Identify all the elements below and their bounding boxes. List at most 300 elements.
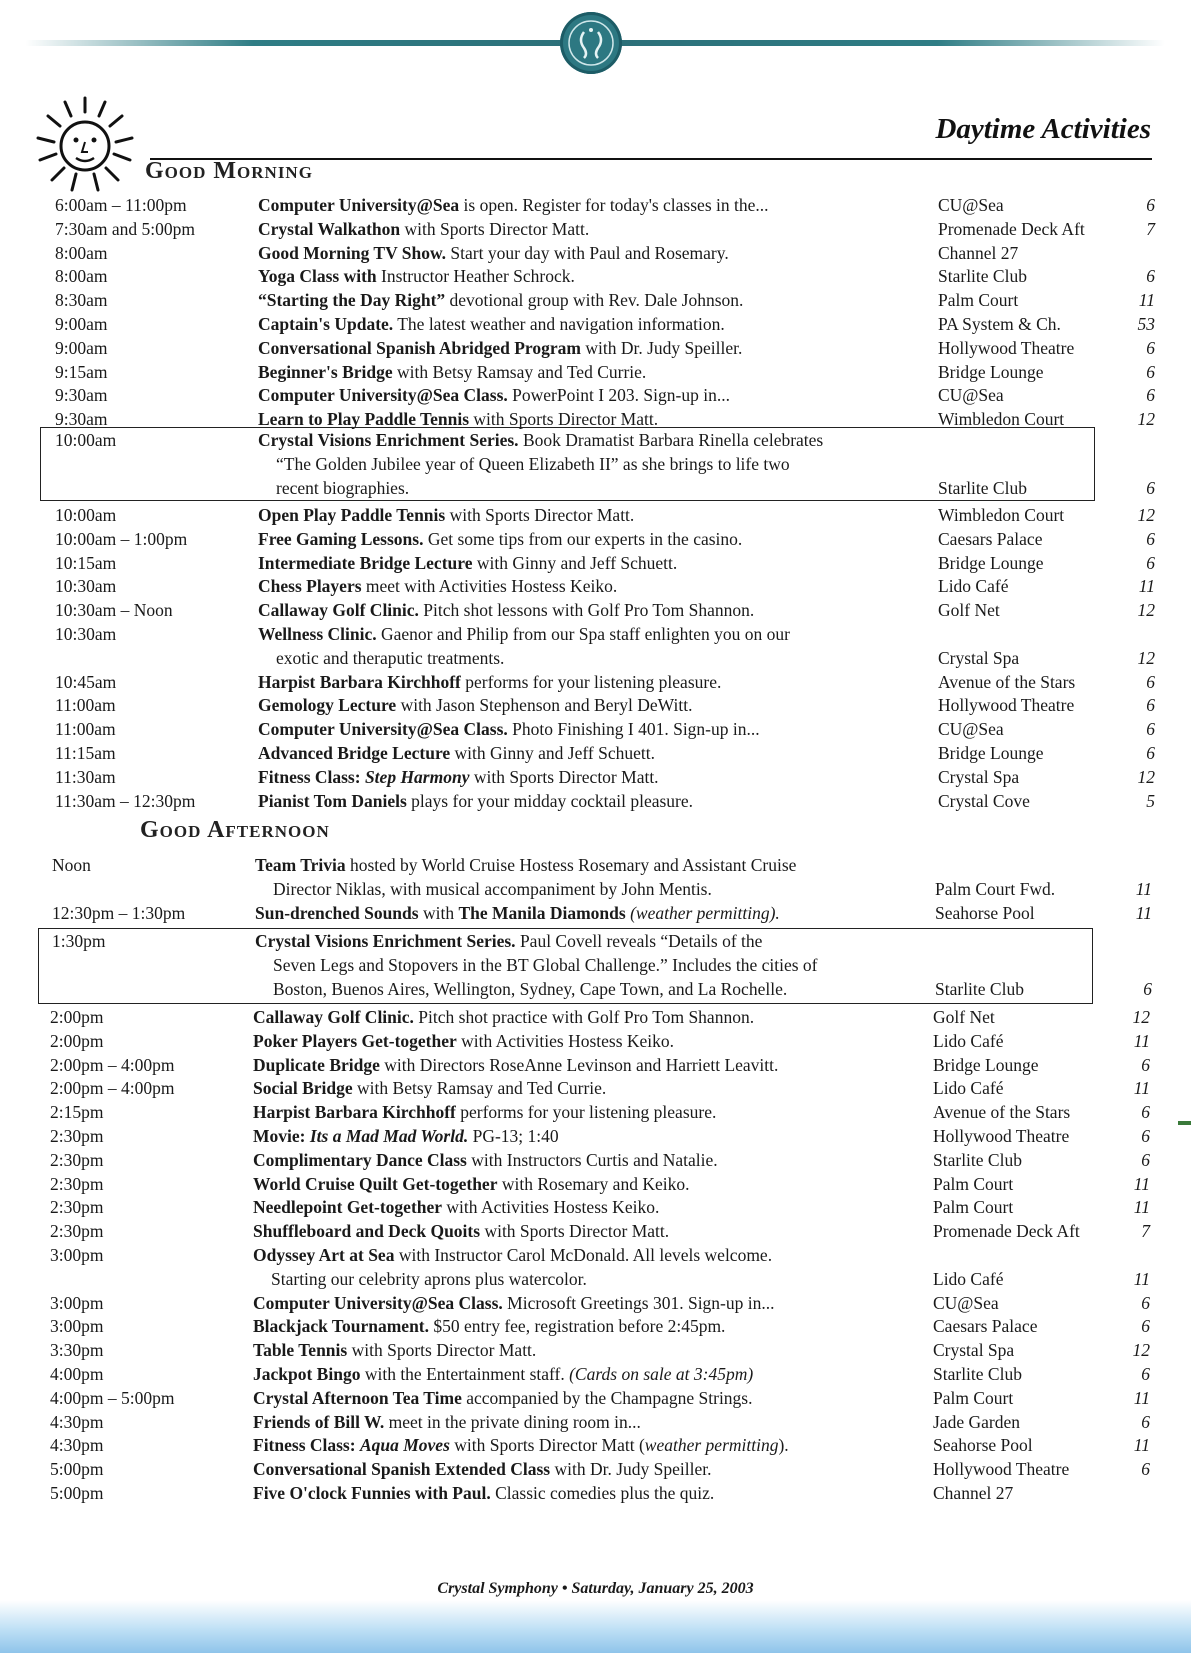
activity-description (255, 879, 712, 900)
activity-time: 3:30pm (50, 1340, 104, 1361)
activity-name: World Cruise Quilt Get-together (253, 1173, 498, 1194)
activity-venue: Hollywood Theatre (938, 695, 1075, 716)
activity-details: “The Golden Jubilee year of Queen Elizabeth II” as she brings to life two (276, 453, 790, 474)
activity-venue: Palm Court Fwd. (935, 878, 1056, 899)
activity-name: Team Trivia (255, 855, 346, 875)
activity-time: 5:00pm (50, 1482, 104, 1503)
activity-name: Complimentary Dance Class (253, 1149, 467, 1170)
activity-details: with Sports Director Matt. (347, 1340, 537, 1361)
schedule-row (40, 360, 1153, 384)
activity-deck: 6 (1143, 978, 1152, 999)
activity-time: 11:15am (55, 742, 116, 763)
activity-name: Poker Players Get-together (253, 1030, 457, 1051)
activity-venue: PA System & Ch. (938, 313, 1061, 334)
activity-description (258, 505, 634, 526)
schedule-row (40, 598, 1153, 622)
activity-deck: 6 (1141, 1149, 1150, 1170)
schedule-row (40, 527, 1153, 551)
activity-description (255, 931, 762, 952)
schedule-row (37, 853, 1150, 877)
schedule-row (35, 1457, 1148, 1481)
activity-details: Instructor Heather Schrock. (376, 266, 575, 287)
activity-deck: 11 (1133, 1197, 1150, 1218)
activity-deck: 11 (1133, 1387, 1150, 1408)
activity-details: with Directors RoseAnne Levinson and Harriett Leavitt. (379, 1054, 779, 1075)
featured-row (40, 452, 1153, 476)
activity-deck: 6 (1141, 1292, 1150, 1313)
schedule-row (40, 789, 1153, 813)
schedule-row (40, 217, 1153, 241)
activity-venue: Starlite Club (935, 978, 1024, 999)
schedule-row (40, 241, 1153, 265)
activity-details: with Activities Hostess Keiko. (456, 1030, 675, 1051)
activity-time: 2:00pm – 4:00pm (50, 1078, 175, 1099)
schedule-row (40, 193, 1153, 217)
activity-deck: 12 (1137, 505, 1155, 525)
activity-details: Pitch shot lessons with Golf Pro Tom Shannon. (418, 600, 755, 621)
schedule-row (35, 1148, 1148, 1172)
activity-description (258, 385, 730, 406)
activity-venue: Hollywood Theatre (938, 337, 1075, 358)
activity-description (258, 195, 769, 216)
footer-text: Crystal Symphony • Saturday, January 25, 2003 (437, 1580, 754, 1597)
activity-venue: Channel 27 (933, 1482, 1014, 1503)
activity-details: Starting our celebrity aprons plus watercolor. (271, 1268, 587, 1289)
activity-deck: 6 (1141, 1363, 1150, 1384)
activity-deck: 11 (1133, 1173, 1150, 1194)
footer-band (0, 1600, 1191, 1653)
activity-description (253, 1364, 753, 1385)
activity-details: Pitch shot practice with Golf Pro Tom Shannon. (413, 1007, 755, 1027)
activity-description (258, 290, 743, 311)
activity-venue: Bridge Lounge (938, 552, 1044, 573)
activity-deck: 6 (1146, 719, 1155, 740)
activity-name: Crystal Walkathon (258, 218, 401, 239)
activity-venue: CU@Sea (933, 1292, 999, 1313)
activity-description (258, 695, 692, 716)
schedule-row (40, 670, 1153, 694)
activity-venue: Seahorse Pool (933, 1435, 1033, 1456)
activity-deck: 5 (1146, 790, 1155, 811)
activity-deck: 6 (1146, 552, 1155, 573)
activity-time: 9:30am (55, 409, 108, 430)
activity-description (258, 719, 760, 740)
activity-time: 2:30pm (50, 1221, 104, 1242)
activity-time: 8:30am (55, 290, 108, 311)
activity-time: 8:00am (55, 242, 108, 263)
afternoon-schedule (37, 853, 1150, 924)
activity-description (258, 576, 617, 597)
activity-venue: Lido Café (933, 1030, 1004, 1051)
activity-details: with Ginny and Jeff Schuett. (450, 742, 655, 763)
activity-venue: Avenue of the Stars (933, 1102, 1071, 1123)
morning-featured (40, 428, 1153, 499)
activity-name: Harpist Barbara Kirchhoff (253, 1102, 456, 1123)
activity-deck: 53 (1137, 313, 1155, 334)
activity-time: 6:00am – 11:00pm (55, 195, 187, 215)
activity-details: meet in the private dining room in... (384, 1411, 641, 1432)
activity-deck: 11 (1138, 576, 1155, 597)
activity-time: 11:30am (55, 766, 116, 787)
activity-description (253, 1126, 559, 1147)
activity-description (258, 529, 742, 550)
activity-description (258, 553, 677, 574)
schedule-row (40, 646, 1153, 670)
activity-details: with Activities Hostess Keiko. (442, 1197, 660, 1218)
schedule-row (35, 1433, 1148, 1457)
activity-venue: Palm Court (938, 290, 1019, 311)
activity-deck: 6 (1146, 477, 1155, 498)
activity-description (258, 791, 693, 812)
activity-name: Needlepoint Get-together (253, 1197, 443, 1218)
activity-time: 3:00pm (50, 1244, 104, 1265)
activity-details: Seven Legs and Stopovers in the BT Global Challenge.” Includes the cities of (273, 954, 818, 975)
activity-name: Friends of Bill W. (253, 1411, 385, 1432)
activity-details: with Betsy Ramsay and Ted Currie. (392, 361, 647, 382)
activity-time: 2:00pm (50, 1007, 104, 1027)
activity-details: The latest weather and navigation information. (393, 313, 725, 334)
activity-time: 9:00am (55, 337, 108, 358)
activity-time: 1:30pm (52, 931, 106, 951)
schedule-row (35, 1314, 1148, 1338)
activity-description (258, 743, 655, 764)
activity-description (258, 243, 729, 264)
activity-time: 9:30am (55, 385, 108, 406)
activity-description (253, 1197, 659, 1218)
activity-time: 2:30pm (50, 1173, 104, 1194)
activity-venue: Crystal Spa (938, 647, 1020, 668)
schedule-row (35, 1195, 1148, 1219)
schedule-row (40, 383, 1153, 407)
activity-deck: 12 (1137, 409, 1155, 430)
activity-description (258, 314, 725, 335)
activity-details: with Sports Director Matt. (400, 218, 590, 239)
activity-description (253, 1245, 772, 1266)
schedule-row (40, 622, 1153, 646)
featured-row (37, 953, 1150, 977)
activity-deck: 12 (1137, 600, 1155, 621)
activity-details: with Betsy Ramsay and Ted Currie. (352, 1078, 607, 1099)
activity-venue: Bridge Lounge (938, 742, 1044, 763)
activity-name: Fitness Class: (258, 766, 365, 787)
activity-description (258, 266, 575, 287)
activity-time: 10:30am (55, 576, 117, 597)
schedule-row (40, 551, 1153, 575)
schedule-row (40, 336, 1153, 360)
activity-details: with Sports Director Matt ( (449, 1435, 645, 1456)
activity-name: Wellness Clinic. (258, 623, 377, 644)
activity-details-end: ). (778, 1435, 789, 1456)
featured-row (37, 977, 1150, 1001)
activity-details: with Rosemary and Keiko. (497, 1173, 690, 1194)
schedule-row (40, 574, 1153, 598)
activity-name: Open Play Paddle Tennis (258, 505, 446, 525)
activity-venue: Bridge Lounge (938, 361, 1044, 382)
activity-deck: 12 (1137, 766, 1155, 787)
activity-description (258, 478, 409, 499)
activity-name-italic: Its a Mad Mad World. (309, 1125, 469, 1146)
schedule-row (35, 1100, 1148, 1124)
activity-description (253, 1483, 714, 1504)
activity-details: $50 entry fee, registration before 2:45pm. (429, 1316, 726, 1337)
activity-deck: 12 (1137, 647, 1155, 668)
activity-description (253, 1174, 689, 1195)
activity-details: with (418, 902, 459, 923)
activity-time: 4:30pm (50, 1411, 104, 1432)
activity-time: 2:30pm (50, 1197, 104, 1218)
activity-time: 3:00pm (50, 1316, 104, 1337)
activity-name: Crystal Afternoon Tea Time (253, 1387, 462, 1408)
activity-deck: 6 (1141, 1125, 1150, 1146)
activity-name: “Starting the Day Right” (258, 290, 446, 311)
activity-description (253, 1412, 641, 1433)
afternoon-heading: Good Afternoon (140, 817, 330, 843)
activity-venue: Crystal Spa (938, 766, 1020, 787)
schedule-row (40, 288, 1153, 312)
activity-details: accompanied by the Champagne Strings. (461, 1387, 753, 1408)
activity-deck: 6 (1146, 742, 1155, 763)
activity-description (258, 767, 659, 788)
schedule-row (37, 901, 1150, 925)
activity-name: Fitness Class: (253, 1435, 360, 1456)
activity-venue: Promenade Deck Aft (938, 218, 1085, 239)
activity-details: with Instructor Carol McDonald. All levels welcome. (394, 1244, 773, 1265)
activity-venue: Golf Net (933, 1007, 995, 1027)
activity-venue: Caesars Palace (938, 528, 1043, 549)
activity-details: performs for your listening pleasure. (460, 671, 722, 692)
activity-name-italic: Step Harmony (364, 766, 470, 787)
activity-venue: Avenue of the Stars (938, 671, 1076, 692)
activity-venue: Lido Café (938, 576, 1009, 597)
activity-venue: Palm Court (933, 1387, 1014, 1408)
activity-details: PG-13; 1:40 (468, 1125, 559, 1146)
schedule-row (40, 741, 1153, 765)
activity-details: Microsoft Greetings 301. Sign-up in... (502, 1292, 775, 1313)
schedule-row (35, 1172, 1148, 1196)
schedule-row (35, 1243, 1148, 1267)
activity-venue: Wimbledon Court (938, 409, 1065, 430)
activity-name: Computer University@Sea Class. (258, 719, 508, 740)
activity-venue: Starlite Club (938, 266, 1027, 287)
activity-description (258, 600, 754, 621)
activity-details: Start your day with Paul and Rosemary. (446, 242, 729, 263)
activity-time: 10:00am (55, 430, 117, 450)
page-title: Daytime Activities (935, 113, 1151, 145)
activity-details: with Dr. Judy Speiller. (580, 337, 743, 358)
activity-time: 10:30am – Noon (55, 600, 173, 621)
afternoon-featured (37, 929, 1150, 1000)
featured-row (40, 428, 1153, 452)
activity-description (253, 1055, 778, 1076)
activity-description (258, 454, 790, 475)
activity-details: exotic and theraputic treatments. (276, 647, 505, 668)
activity-deck: 6 (1146, 266, 1155, 287)
activity-time: 10:30am (55, 623, 117, 644)
activity-time: 10:45am (55, 671, 117, 692)
activity-venue: Hollywood Theatre (933, 1459, 1070, 1480)
schedule-row (35, 1005, 1148, 1029)
activity-details: is open. Register for today's classes in the... (459, 195, 769, 215)
activity-name: Jackpot Bingo (253, 1363, 361, 1384)
featured-row (40, 476, 1153, 500)
activity-name: Intermediate Bridge Lecture (258, 552, 473, 573)
activity-name: Crystal Visions Enrichment Series. (258, 430, 519, 450)
activity-time: 9:00am (55, 313, 108, 334)
activity-description (253, 1316, 725, 1337)
activity-time: 2:30pm (50, 1149, 104, 1170)
activity-description (258, 624, 790, 645)
activity-time: 11:00am (55, 719, 116, 740)
activity-description (255, 979, 787, 1000)
schedule-row (35, 1267, 1148, 1291)
schedule-row (35, 1481, 1148, 1505)
activity-description (253, 1150, 718, 1171)
activity-name: Computer University@Sea (258, 195, 460, 215)
activity-name: Good Morning TV Show. (258, 242, 447, 263)
schedule-row (35, 1076, 1148, 1100)
activity-details: Boston, Buenos Aires, Wellington, Sydney, Cape Town, and La Rochelle. (273, 978, 788, 999)
activity-name: Table Tennis (253, 1340, 348, 1361)
activity-deck: 11 (1133, 1030, 1150, 1051)
activity-name: Free Gaming Lessons. (258, 528, 424, 549)
activity-time: 11:30am – 12:30pm (55, 790, 196, 811)
activity-venue: Starlite Club (933, 1363, 1022, 1384)
activity-time: 3:00pm (50, 1292, 104, 1313)
activity-note: weather permitting (644, 1435, 779, 1456)
activity-time: 10:15am (55, 552, 117, 573)
activity-name: Conversational Spanish Abridged Program (258, 337, 581, 358)
activity-venue: Crystal Spa (933, 1340, 1015, 1361)
activity-venue: Jade Garden (933, 1411, 1020, 1432)
activity-name: Callaway Golf Clinic. (253, 1007, 414, 1027)
activity-name: Gemology Lecture (258, 695, 397, 716)
activity-details: with Sports Director Matt. (469, 766, 659, 787)
morning-schedule-continued (40, 503, 1153, 812)
activity-description (253, 1221, 669, 1242)
activity-time: 2:15pm (50, 1102, 104, 1123)
schedule-row (35, 1291, 1148, 1315)
activity-venue: Bridge Lounge (933, 1054, 1039, 1075)
schedule-row (35, 1219, 1148, 1243)
activity-time: 12:30pm – 1:30pm (52, 902, 186, 923)
afternoon-schedule-continued (35, 1005, 1148, 1505)
activity-time: 8:00am (55, 266, 108, 287)
activity-name: Captain's Update. (258, 313, 394, 334)
activity-venue: CU@Sea (938, 195, 1004, 215)
activity-name: Advanced Bridge Lecture (258, 742, 451, 763)
activity-name: Learn to Play Paddle Tennis (258, 409, 470, 430)
activity-deck: 7 (1146, 218, 1155, 239)
activity-time: 10:00am – 1:00pm (55, 528, 188, 549)
activity-time: 10:00am (55, 505, 117, 525)
activity-deck: 11 (1133, 1078, 1150, 1099)
activity-deck: 12 (1132, 1340, 1150, 1361)
activity-deck: 6 (1146, 361, 1155, 382)
activity-description (258, 672, 721, 693)
sun-face-icon (30, 88, 140, 200)
activity-note: (weather permitting). (625, 902, 780, 923)
activity-deck: 11 (1135, 878, 1152, 899)
activity-details: Photo Finishing I 401. Sign-up in... (507, 719, 760, 740)
activity-name: Harpist Barbara Kirchhoff (258, 671, 461, 692)
activity-deck: 11 (1133, 1435, 1150, 1456)
activity-venue: Promenade Deck Aft (933, 1221, 1080, 1242)
activity-name: Computer University@Sea Class. (253, 1292, 503, 1313)
activity-deck: 6 (1146, 195, 1155, 215)
activity-details: Book Dramatist Barbara Rinella celebrates (518, 430, 824, 450)
activity-venue: CU@Sea (938, 385, 1004, 406)
activity-deck: 12 (1132, 1007, 1150, 1027)
activity-name: Beginner's Bridge (258, 361, 393, 382)
activity-deck: 6 (1146, 695, 1155, 716)
schedule-row (40, 693, 1153, 717)
activity-details: with Ginny and Jeff Schuett. (472, 552, 678, 573)
featured-row (37, 929, 1150, 953)
activity-name: Social Bridge (253, 1078, 353, 1099)
activity-time: 4:00pm – 5:00pm (50, 1387, 175, 1408)
activity-time: 5:00pm (50, 1459, 104, 1480)
activity-description (253, 1388, 753, 1409)
activity-venue: Hollywood Theatre (933, 1125, 1070, 1146)
activity-details: Director Niklas, with musical accompaniment by John Mentis. (273, 878, 712, 899)
activity-description (253, 1031, 674, 1052)
activity-details: Gaenor and Philip from our Spa staff enlighten you on our (376, 623, 790, 644)
schedule-row (40, 717, 1153, 741)
activity-details: hosted by World Cruise Hostess Rosemary and Assistant Cruise (345, 855, 797, 875)
activity-name: Pianist Tom Daniels (258, 790, 407, 811)
activity-venue: Golf Net (938, 600, 1000, 621)
activity-venue: Crystal Cove (938, 790, 1030, 811)
activity-details: Paul Covell reveals “Details of the (515, 931, 763, 951)
schedule-row (40, 503, 1153, 527)
activity-venue: Caesars Palace (933, 1316, 1038, 1337)
activity-deck: 6 (1141, 1411, 1150, 1432)
activity-name: Duplicate Bridge (253, 1054, 380, 1075)
activity-details: with Dr. Judy Speiller. (550, 1459, 712, 1480)
activity-venue: Starlite Club (933, 1149, 1022, 1170)
margin-mark (1178, 1121, 1191, 1125)
activity-description (255, 855, 796, 876)
schedule-row (35, 1338, 1148, 1362)
activity-deck: 6 (1146, 528, 1155, 549)
activity-description (253, 1078, 606, 1099)
activity-details: with the Entertainment staff. (360, 1363, 565, 1384)
activity-name: Yoga Class with (258, 266, 377, 287)
activity-deck: 6 (1141, 1054, 1150, 1075)
activity-name: Movie: (253, 1125, 310, 1146)
schedule-row (40, 765, 1153, 789)
activity-venue: Lido Café (933, 1078, 1004, 1099)
activity-note: (Cards on sale at 3:45pm) (564, 1363, 754, 1384)
activity-time: 11:00am (55, 695, 116, 716)
activity-time: Noon (52, 855, 91, 875)
activity-name: Odyssey Art at Sea (253, 1244, 395, 1265)
activity-details: plays for your midday cocktail pleasure. (406, 790, 694, 811)
activity-time: 2:30pm (50, 1125, 104, 1146)
activity-details: with Sports Director Matt. (469, 409, 659, 430)
schedule-row (40, 312, 1153, 336)
activity-details: with Sports Director Matt. (445, 505, 635, 525)
activity-name: Conversational Spanish Extended Class (253, 1459, 551, 1480)
activity-name: Sun-drenched Sounds (255, 902, 419, 923)
activity-details: with Sports Director Matt. (480, 1221, 670, 1242)
activity-time: 2:00pm (50, 1030, 104, 1051)
activity-deck: 6 (1146, 337, 1155, 358)
activity-deck: 6 (1146, 385, 1155, 406)
activity-name: Shuffleboard and Deck Quoits (253, 1221, 481, 1242)
activity-venue: Palm Court (933, 1173, 1014, 1194)
activity-details: devotional group with Rev. Dale Johnson. (445, 290, 744, 311)
